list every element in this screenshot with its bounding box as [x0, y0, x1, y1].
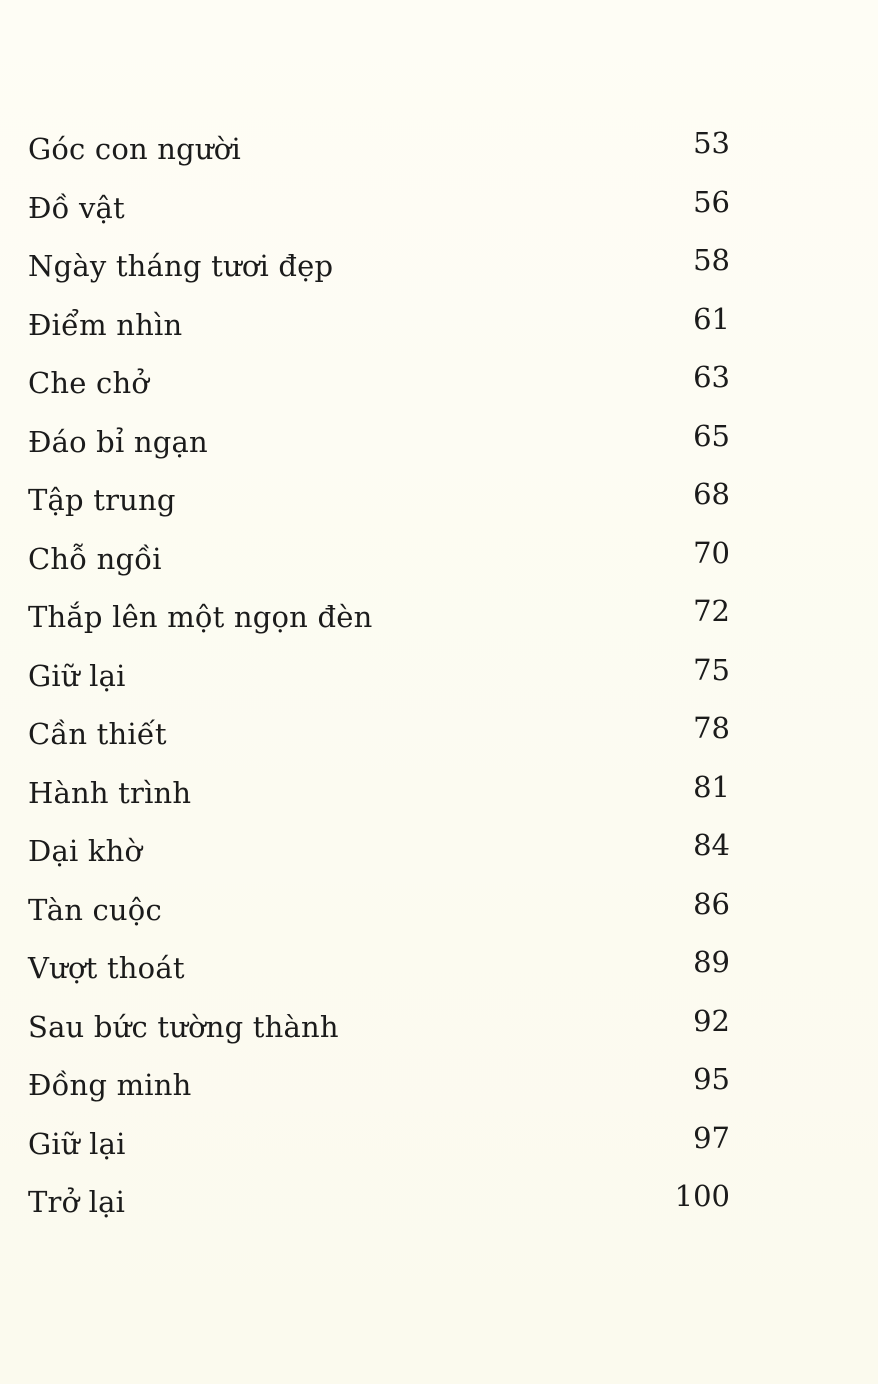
- toc-entry-title: Góc con người: [28, 132, 241, 166]
- toc-entry-page-number: 63: [693, 360, 730, 394]
- toc-entry-page-number: 81: [693, 769, 730, 804]
- toc-entry-page-number: 89: [693, 945, 730, 979]
- toc-entry-page-number: 100: [674, 1179, 730, 1213]
- toc-entry-title: Giữ lại: [28, 1126, 126, 1161]
- toc-entry-title: Trở lại: [28, 1185, 126, 1219]
- toc-entry: [0, 996, 878, 1055]
- toc-entry-title: Chỗ ngồi: [28, 541, 162, 576]
- toc-entry-page-number: 53: [693, 126, 730, 160]
- toc-entry: [0, 411, 878, 470]
- toc-entry: [0, 352, 878, 411]
- toc-entry: [0, 937, 878, 996]
- toc-entry-page-number: 97: [693, 1120, 730, 1155]
- toc-entry-page-number: 56: [693, 184, 730, 219]
- toc-entry: [0, 645, 878, 704]
- toc-entry-page-number: 84: [693, 828, 730, 862]
- toc-entry-title: Đồng minh: [28, 1068, 192, 1102]
- toc-entry-title: Cần thiết: [28, 717, 167, 751]
- toc-entry-page-number: 58: [693, 243, 730, 277]
- toc-entry: [0, 820, 878, 879]
- table-of-contents: [0, 118, 878, 1230]
- toc-entry-title: Tập trung: [28, 483, 176, 517]
- toc-entry: [0, 1054, 878, 1113]
- toc-entry: [0, 1171, 878, 1230]
- toc-entry-title: Điểm nhìn: [28, 307, 183, 342]
- toc-entry: [0, 528, 878, 587]
- toc-entry-title: Sau bức tường thành: [28, 1009, 339, 1044]
- toc-entry-title: Tàn cuộc: [28, 892, 162, 927]
- toc-entry-page-number: 86: [693, 886, 730, 921]
- toc-entry-page-number: 78: [693, 711, 730, 745]
- toc-entry: [0, 294, 878, 353]
- toc-entry: [0, 762, 878, 821]
- toc-entry-page-number: 75: [693, 652, 730, 687]
- toc-entry: [0, 1113, 878, 1172]
- toc-entry: [0, 469, 878, 528]
- toc-entry-title: Thắp lên một ngọn đèn: [28, 600, 373, 634]
- toc-entry: [0, 586, 878, 645]
- toc-entry-title: Đáo bỉ ngạn: [28, 424, 208, 459]
- toc-entry-page-number: 65: [693, 418, 730, 453]
- toc-entry: [0, 703, 878, 762]
- toc-entry-title: Đồ vật: [28, 190, 125, 225]
- toc-entry-title: Dại khờ: [28, 834, 143, 868]
- toc-entry: [0, 235, 878, 294]
- toc-entry-title: Giữ lại: [28, 658, 126, 693]
- toc-entry-page-number: 95: [693, 1062, 730, 1096]
- toc-entry: [0, 118, 878, 177]
- toc-entry-title: Ngày tháng tươi đẹp: [28, 249, 334, 283]
- toc-entry: [0, 177, 878, 236]
- toc-entry-page-number: 72: [693, 594, 730, 628]
- toc-entry-page-number: 92: [693, 1003, 730, 1038]
- toc-entry-title: Che chở: [28, 366, 150, 400]
- toc-entry-page-number: 68: [693, 477, 730, 511]
- toc-entry-title: Vượt thoát: [28, 951, 185, 985]
- toc-entry-page-number: 70: [693, 535, 730, 570]
- toc-entry-page-number: 61: [693, 301, 730, 336]
- toc-entry: [0, 879, 878, 938]
- toc-entry-title: Hành trình: [28, 775, 192, 810]
